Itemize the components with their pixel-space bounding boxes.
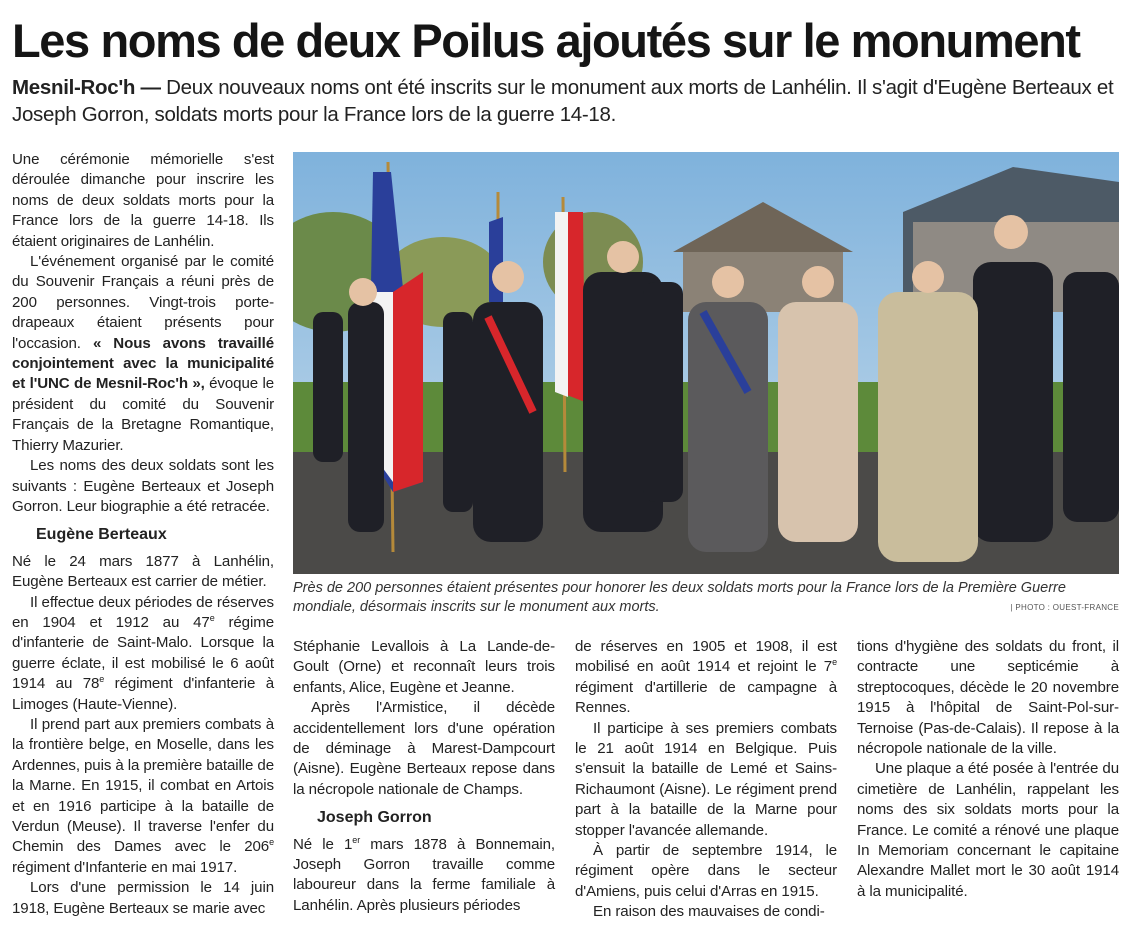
paragraph: tions d'hygiène des soldats du front, il contracte une septicémie à streptocoques, décède le 20 novembre 1915 à l'hôpital de Saint-Pol-sur-Ternoise (Pas-de-Calais). Il repose à la nécropole nationale de la ville. [857, 638, 1119, 758]
superscript: e [269, 837, 274, 848]
paragraph: Une plaque a été posée à l'entrée du cimetière de Lanhélin, rappelant les noms des six soldats morts pour la France. Le comité a rénové une plaque In Memoriam concernant le capitaine Alexandre Mallet mort le 30 août 1914 à la municipalité. [857, 760, 1119, 900]
paragraph: Les noms des deux soldats sont les suivants : Eugène Berteaux et Joseph Gorron. Leur biographie a été retracée. [12, 457, 274, 515]
paragraph-text: régime d'infanterie de Saint-Malo. Lorsque la guerre éclate, il est mobilisé le 6 août 1914 au 78 [12, 613, 274, 693]
paragraph-text: Il prend part aux premiers combats à la frontière belge, en Moselle, dans les Ardennes, puis à la première bataille de la Marne. En 1915, il combat en Artois et en 1916 participe à la bataille de Verdun (Meuse). Il traverse l'enfer du Chemin des Dames avec le 206 [12, 715, 274, 856]
paragraph-text: régiment d'artillerie de campagne à Rennes. [575, 678, 837, 717]
ceremony-photo [293, 152, 1119, 574]
superscript: e [209, 612, 215, 623]
superscript: er [352, 834, 361, 845]
paragraph: Stéphanie Levallois à La Lande-de-Goult (Orne) et reconnaît leurs trois enfants, Alice, Eugène et Jeanne. [293, 638, 555, 696]
article-lede [12, 74, 1132, 128]
superscript: e [832, 657, 837, 668]
paragraph [12, 593, 274, 715]
paragraph-text: régiment d'infanterie à Limoges (Haute-Vienne). [12, 675, 274, 713]
paragraph: Né le 24 mars 1877 à Lanhélin, Eugène Berteaux est carrier de métier. [12, 552, 274, 591]
paragraph [12, 715, 274, 878]
paragraph: À partir de septembre 1914, le régiment opère dans le secteur d'Amiens, puis celui d'Arras en 1915. [575, 842, 837, 900]
paragraph-text: de réserves en 1905 et 1908, il est mobilisé en août 1914 et rejoint le 7 [575, 638, 837, 676]
paragraph: En raison des mauvaises de condi- [593, 903, 825, 921]
text-column-1 [12, 150, 274, 919]
paragraph: Lors d'une permission le 14 juin 1918, Eugène Berteaux se marie avec [12, 879, 274, 917]
photo-caption: Près de 200 personnes étaient présentes pour honorer les deux soldats morts pour la France lors de la Première Guerre mondiale, désormais inscrits sur le monument aux morts. [293, 580, 1066, 615]
text-column-4 [857, 637, 1119, 902]
paragraph [12, 252, 274, 456]
section-heading: Joseph Gorron [317, 809, 432, 827]
paragraph: Une cérémonie mémorielle s'est déroulée dimanche pour inscrire les noms de deux soldats morts pour la France lors de la guerre 14-18. Ils étaient originaires de Lanhélin. [12, 151, 274, 250]
photo-illustration [293, 152, 1119, 574]
section-heading: Eugène Berteaux [36, 526, 167, 544]
paragraph-text: Il effectue deux périodes de réserves en 1904 et 1912 au 47 [12, 593, 274, 631]
paragraph-text: mars 1878 à Bonnemain, Joseph Gorron travaille comme laboureur dans la ferme familiale à Lanhélin. Après plusieurs périodes [293, 835, 556, 914]
paragraph-text: évoque le président du comité du Souvenir Français de la Bretagne Romantique, Thierry Mazurier. [12, 375, 275, 454]
text-column-2 [293, 637, 555, 916]
paragraph [575, 637, 837, 719]
lede-text: Deux nouveaux noms ont été inscrits sur le monument aux morts de Lanhélin. Il s'agit d'Eugène Berteaux et Joseph Gorron, soldats morts pour la France lors de la guerre 14-18. [12, 76, 1114, 126]
paragraph-text: Né le 1 [293, 835, 353, 853]
paragraph [293, 835, 555, 917]
text-column-3 [575, 637, 837, 923]
article-headline: Les noms de deux Poilus ajoutés sur le monument [12, 14, 1080, 67]
paragraph-text: L'événement organisé par le comité du Souvenir Français a réuni près de 200 personnes. Vingt-trois porte-drapeaux étaient présents pour l'occasion. [12, 253, 274, 352]
dateline: Mesnil-Roc'h — [12, 76, 161, 99]
paragraph: Il participe à ses premiers combats le 21 août 1914 en Belgique. Puis s'ensuit la bataille de Lemé et Sains-Richaumont (Aisne). Le régiment prend part à la bataille de la Marne pour stopper l'avancée allemande. [575, 719, 837, 839]
quote: « Nous avons travaillé conjointement avec la municipalité et l'UNC de Mesnil-Roc'h », [12, 334, 274, 393]
paragraph: Après l'Armistice, il décède accidentellement lors d'une opération de déminage à Marest-Dampcourt (Aisne). Eugène Berteaux repose dans la nécropole nationale de Champs. [293, 699, 555, 798]
paragraph-text: régiment d'Infanterie en mai 1917. [12, 858, 238, 876]
superscript: e [99, 674, 105, 685]
photo-credit: | PHOTO : OUEST-FRANCE [1010, 603, 1119, 612]
